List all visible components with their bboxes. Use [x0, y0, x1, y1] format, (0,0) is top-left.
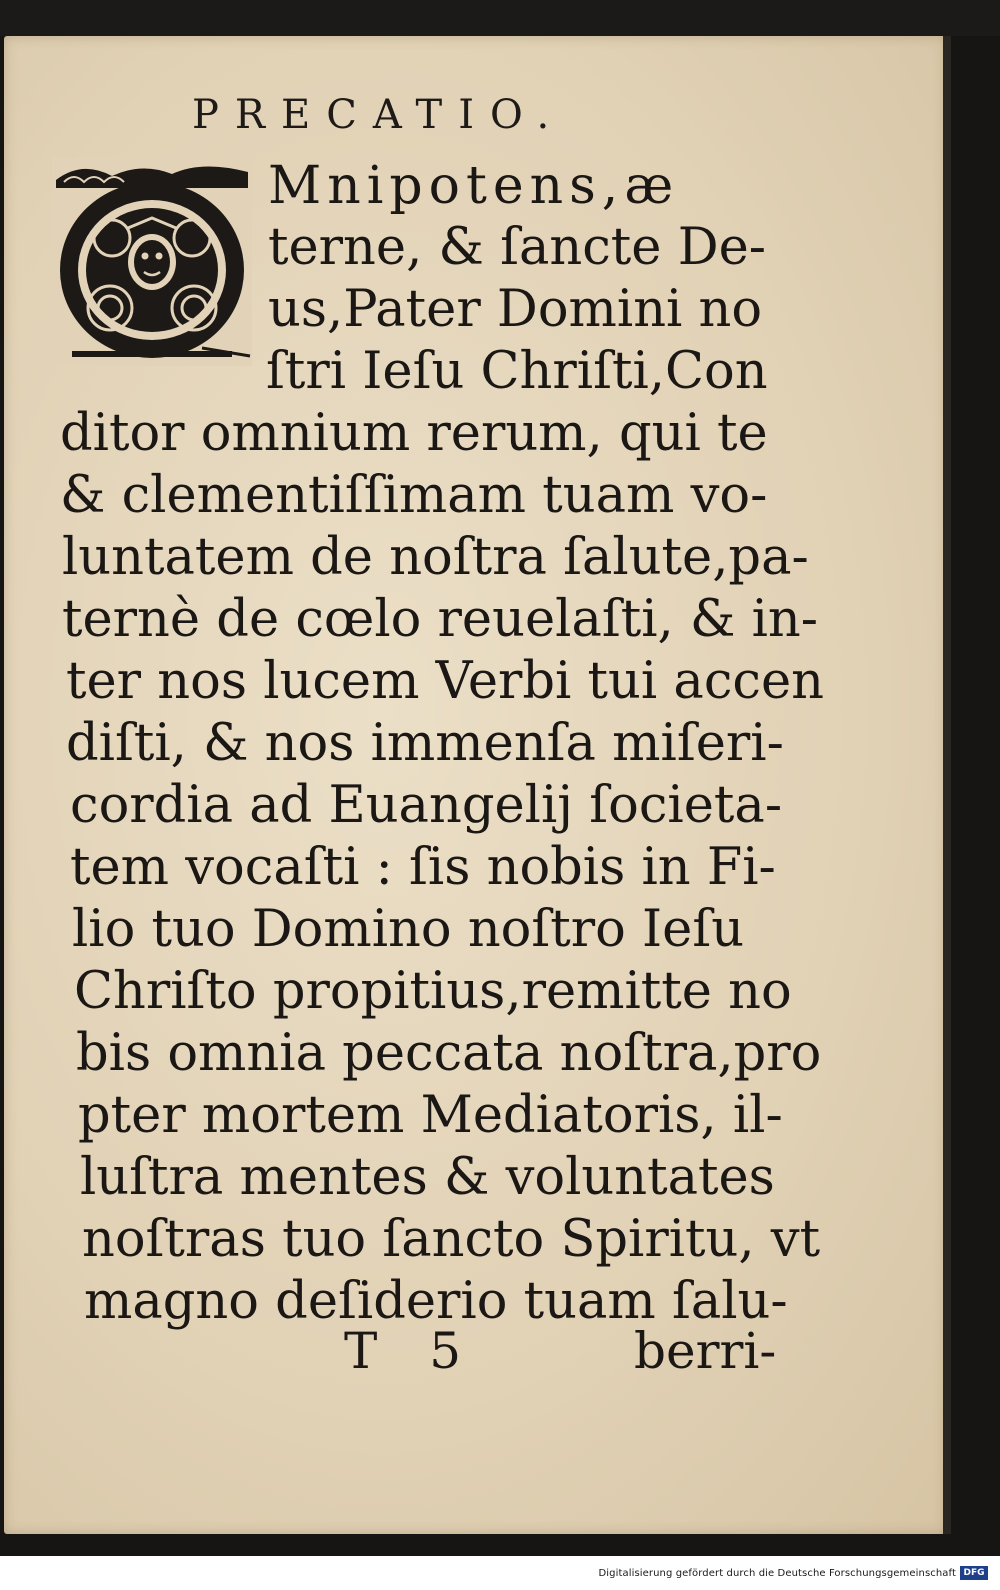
text-line-18: noſtras tuo ſancto Spiritu, vt	[82, 1210, 821, 1269]
text-line-8: ternè de cœlo reuelaſti, & in-	[62, 590, 818, 649]
text-line-13: lio tuo Domino noſtro Ieſu	[72, 900, 745, 959]
page-edge	[943, 36, 951, 1534]
text-line-15: bis omnia peccata noſtra,pro	[76, 1024, 822, 1083]
text-line-9: ter nos lucem Verbi tui accen	[66, 652, 824, 711]
text-line-7: luntatem de noſtra ſalute,pa-	[62, 528, 809, 587]
text-line-12: tem vocaſti : ſis nobis in Fi-	[70, 838, 776, 897]
text-line-3: us,Pater Domini no	[268, 280, 763, 339]
text-line-16: pter mortem Mediatoris, il-	[78, 1086, 783, 1145]
signature-mark: T 5	[344, 1322, 462, 1380]
text-line-6: & clementiſſimam tuam vo-	[60, 466, 768, 525]
text-line-10: diſti, & nos immenſa miſeri-	[66, 714, 784, 773]
running-head: PRECATIO.	[192, 92, 566, 138]
text-line-5: ditor omnium rerum, qui te	[60, 404, 768, 463]
text-line-11: cordia ad Euangelij ſocieta-	[70, 776, 783, 835]
decorated-initial	[52, 158, 252, 366]
text-line-2: terne, & ſancte De-	[268, 218, 766, 277]
text-line-14: Chriſto propitius,remitte no	[74, 962, 792, 1021]
footer-credit: Digitalisierung gefördert durch die Deutsche Forschungsgemeinschaft	[598, 1568, 956, 1579]
dfg-logo-icon: DFG	[960, 1566, 988, 1580]
text-line-4: ſtri Ieſu Chriſti,Con	[266, 342, 768, 401]
catchword: berri-	[634, 1322, 777, 1380]
text-line-1: Mnipotens,æ	[268, 156, 680, 216]
text-line-17: luſtra mentes & voluntates	[80, 1148, 775, 1207]
woodcut-initial-icon	[52, 158, 252, 366]
text-line-19: magno deſiderio tuam ſalu-	[84, 1272, 788, 1331]
scan-top-border	[0, 0, 1000, 36]
